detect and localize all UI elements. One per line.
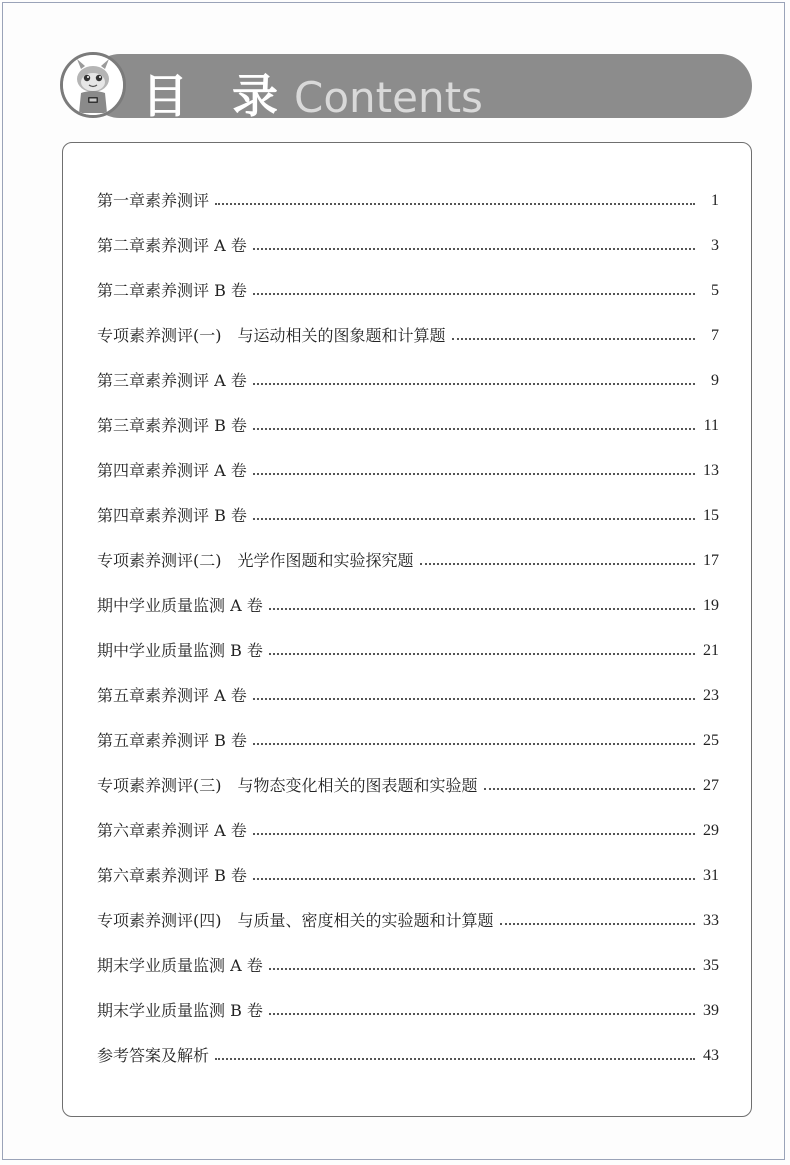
toc-entry-page-number: 19 bbox=[703, 597, 719, 614]
toc-entry-title: 期中学业质量监测 A 卷 bbox=[97, 596, 263, 615]
dot-leader bbox=[253, 504, 695, 520]
toc-entry-page-number: 17 bbox=[703, 552, 719, 569]
dot-leader bbox=[253, 369, 695, 385]
toc-entry-title: 期末学业质量监测 B 卷 bbox=[97, 1001, 263, 1020]
toc-entry-title: 第四章素养测评 B 卷 bbox=[97, 506, 247, 525]
toc-entry-page-number: 11 bbox=[703, 417, 719, 434]
dot-leader bbox=[269, 999, 695, 1015]
toc-entry-title: 专项素养测评(四) 与质量、密度相关的实验题和计算题 bbox=[97, 911, 494, 930]
dot-leader bbox=[269, 639, 695, 655]
toc-entry-title: 专项素养测评(二) 光学作图题和实验探究题 bbox=[97, 551, 414, 570]
dot-leader bbox=[484, 774, 696, 790]
dot-leader bbox=[269, 594, 695, 610]
toc-entry[interactable] bbox=[97, 864, 719, 909]
toc-entry-title: 第四章素养测评 A 卷 bbox=[97, 461, 247, 480]
toc-entry-title: 第五章素养测评 A 卷 bbox=[97, 686, 247, 705]
toc-entry-page-number: 33 bbox=[703, 912, 719, 929]
toc-entry-page-number: 5 bbox=[711, 282, 719, 299]
toc-entry-page-number: 31 bbox=[703, 867, 719, 884]
toc-entry[interactable] bbox=[97, 504, 719, 549]
toc-entry-title: 第二章素养测评 B 卷 bbox=[97, 281, 247, 300]
toc-entry-page-number: 3 bbox=[711, 237, 719, 254]
toc-entry-title: 第一章素养测评 bbox=[97, 191, 210, 210]
toc-entry[interactable] bbox=[97, 549, 719, 594]
toc-entry-page-number: 27 bbox=[703, 777, 719, 794]
toc-entry-page-number: 43 bbox=[703, 1047, 719, 1064]
dot-leader bbox=[253, 459, 695, 475]
toc-entry-page-number: 15 bbox=[703, 507, 719, 524]
toc-entry-title: 第六章素养测评 A 卷 bbox=[97, 821, 247, 840]
toc-entry-title: 期中学业质量监测 B 卷 bbox=[97, 641, 263, 660]
dot-leader bbox=[452, 324, 696, 340]
toc-entry-page-number: 29 bbox=[703, 822, 719, 839]
toc-entry-page-number: 39 bbox=[703, 1002, 719, 1019]
toc-entry[interactable] bbox=[97, 639, 719, 684]
toc-entry-title: 第三章素养测评 A 卷 bbox=[97, 371, 247, 390]
toc-entry[interactable] bbox=[97, 234, 719, 279]
dot-leader bbox=[253, 279, 695, 295]
toc-entry[interactable] bbox=[97, 1044, 719, 1089]
dot-leader bbox=[420, 549, 696, 565]
toc-list bbox=[97, 189, 719, 1089]
dot-leader bbox=[253, 414, 695, 430]
toc-entry[interactable] bbox=[97, 819, 719, 864]
toc-entry-title: 第二章素养测评 A 卷 bbox=[97, 236, 247, 255]
toc-entry-page-number: 35 bbox=[703, 957, 719, 974]
dot-leader bbox=[500, 909, 696, 925]
toc-entry-title: 专项素养测评(一) 与运动相关的图象题和计算题 bbox=[97, 326, 446, 345]
toc-entry[interactable] bbox=[97, 189, 719, 234]
toc-entry-title: 第五章素养测评 B 卷 bbox=[97, 731, 247, 750]
toc-entry-page-number: 23 bbox=[703, 687, 719, 704]
toc-entry-page-number: 25 bbox=[703, 732, 719, 749]
dot-leader bbox=[269, 954, 695, 970]
dot-leader bbox=[215, 1044, 695, 1060]
toc-entry[interactable] bbox=[97, 279, 719, 324]
title-english: Contents bbox=[294, 73, 483, 122]
toc-entry[interactable] bbox=[97, 684, 719, 729]
dot-leader bbox=[215, 189, 695, 205]
toc-entry-title: 第三章素养测评 B 卷 bbox=[97, 416, 247, 435]
toc-entry-page-number: 9 bbox=[711, 372, 719, 389]
dot-leader bbox=[253, 729, 695, 745]
toc-entry-page-number: 21 bbox=[703, 642, 719, 659]
toc-entry-page-number: 7 bbox=[711, 327, 719, 344]
dot-leader bbox=[253, 864, 695, 880]
title-chinese: 目 录 bbox=[142, 69, 293, 123]
toc-entry-page-number: 1 bbox=[711, 192, 719, 209]
toc-entry[interactable] bbox=[97, 729, 719, 774]
dot-leader bbox=[253, 234, 695, 250]
toc-entry-title: 专项素养测评(三) 与物态变化相关的图表题和实验题 bbox=[97, 776, 478, 795]
dot-leader bbox=[253, 684, 695, 700]
toc-entry[interactable] bbox=[97, 954, 719, 999]
toc-entry-title: 参考答案及解析 bbox=[97, 1046, 210, 1065]
toc-entry[interactable] bbox=[97, 324, 719, 369]
toc-entry-title: 期末学业质量监测 A 卷 bbox=[97, 956, 263, 975]
toc-box bbox=[62, 142, 752, 1117]
toc-entry[interactable] bbox=[97, 999, 719, 1044]
toc-entry[interactable] bbox=[97, 369, 719, 414]
toc-entry-title: 第六章素养测评 B 卷 bbox=[97, 866, 247, 885]
toc-entry[interactable] bbox=[97, 909, 719, 954]
toc-entry[interactable] bbox=[97, 774, 719, 819]
toc-entry[interactable] bbox=[97, 459, 719, 504]
toc-entry[interactable] bbox=[97, 594, 719, 639]
toc-entry[interactable] bbox=[97, 414, 719, 459]
page-title bbox=[142, 60, 483, 123]
dot-leader bbox=[253, 819, 695, 835]
mascot-icon bbox=[60, 52, 126, 118]
toc-entry-page-number: 13 bbox=[703, 462, 719, 479]
